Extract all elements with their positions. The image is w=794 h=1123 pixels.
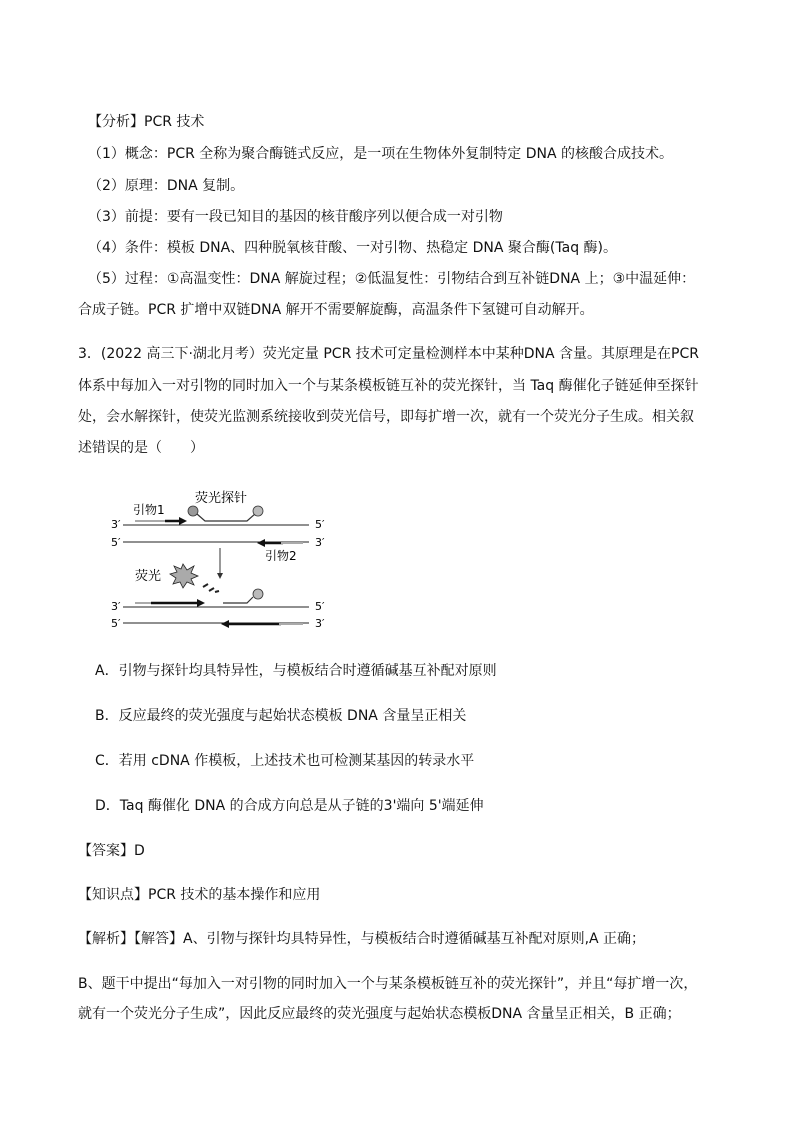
end-top-left: 3′ <box>111 518 121 531</box>
probe-remnant <box>223 597 253 603</box>
end-bottom-right: 3′ <box>315 536 325 549</box>
end-top-right-2: 5′ <box>315 600 325 613</box>
analysis-item-5: （5）过程：①高温变性：DNA 解旋过程；②低温复性：引物结合到互补链DNA 上；③中温延伸： <box>88 271 696 287</box>
primer2-extended-arrowhead <box>221 620 229 628</box>
answer: 【答案】D <box>78 843 145 859</box>
pcr-probe-diagram <box>105 488 345 638</box>
probe-fragment <box>215 591 219 592</box>
end-top-right: 5′ <box>315 518 325 531</box>
explanation-1: 【解析】【解答】A、引物与探针均具特异性，与模板结合时遵循碱基互补配对原则,A 正确； <box>78 931 646 947</box>
analysis-item-3: （3）前提：要有一段已知目的基因的核苷酸序列以便合成一对引物 <box>88 209 503 225</box>
probe-quencher <box>253 506 263 516</box>
analysis-heading: 【分析】PCR 技术 <box>88 114 205 130</box>
label-primer2: 引物2 <box>265 549 297 563</box>
end-bottom-left: 5′ <box>111 536 121 549</box>
analysis-item-5-cont: 合成子链。PCR 扩增中双链DNA 解开不需要解旋酶，高温条件下氢键可自动解开。 <box>78 302 594 318</box>
probe-quencher-2 <box>253 589 263 599</box>
analysis-item-1: （1）概念：PCR 全称为聚合酶链式反应，是一项在生物体外复制特定 DNA 的核酸合成技术。 <box>88 146 674 162</box>
option-b: B．反应最终的荧光强度与起始状态模板 DNA 含量呈正相关 <box>95 708 467 724</box>
explanation-2: B、题干中提出“每加入一对引物的同时加入一个与某条模板链互补的荧光探针”，并且“每扩增一次， <box>78 976 698 992</box>
process-arrowhead <box>217 573 223 579</box>
probe-fragment <box>209 588 214 591</box>
knowledge-point: 【知识点】PCR 技术的基本操作和应用 <box>78 887 321 903</box>
primer2-arrowhead <box>257 539 265 547</box>
question-stem-1: 3．(2022 高三下·湖北月考）荧光定量 PCR 技术可定量检测样本中某种DNA 含量。其原理是在PCR <box>78 346 699 362</box>
primer1-arrowhead <box>179 517 187 525</box>
probe-strand <box>197 514 255 521</box>
analysis-item-4: （4）条件：模板 DNA、四种脱氧核苷酸、一对引物、热稳定 DNA 聚合酶(Taq 酶)。 <box>88 240 617 256</box>
question-stem-2: 体系中每加入一对引物的同时加入一个与某条模板链互补的荧光探针，当 Taq 酶催化子链延伸至探针 <box>78 378 699 394</box>
end-bottom-left-2: 5′ <box>111 617 121 630</box>
probe-reporter <box>188 506 198 516</box>
probe-fragment <box>203 584 208 587</box>
analysis-item-2: （2）原理：DNA 复制。 <box>88 178 245 194</box>
option-a: A．引物与探针均具特异性，与模板结合时遵循碱基互补配对原则 <box>95 663 497 679</box>
label-probe: 荧光探针 <box>195 491 248 506</box>
end-top-left-2: 3′ <box>111 600 121 613</box>
label-primer1: 引物1 <box>133 503 165 517</box>
option-c: C．若用 cDNA 作模板，上述技术也可检测某基因的转录水平 <box>95 753 475 769</box>
fluorescence-burst-icon <box>170 564 198 588</box>
question-stem-3: 处，会水解探针，使荧光监测系统接收到荧光信号，即每扩增一次，就有一个荧光分子生成。相关叙 <box>78 409 694 425</box>
end-bottom-right-2: 3′ <box>315 617 325 630</box>
question-stem-4: 述错误的是（ ） <box>78 440 204 456</box>
extended-strand-arrowhead <box>197 599 205 607</box>
option-d: D．Taq 酶催化 DNA 的合成方向总是从子链的3'端向 5'端延伸 <box>95 798 484 814</box>
explanation-3: 就有一个荧光分子生成”，因此反应最终的荧光强度与起始状态模板DNA 含量呈正相关，B 正确； <box>78 1006 681 1022</box>
label-fluor: 荧光 <box>135 569 162 584</box>
